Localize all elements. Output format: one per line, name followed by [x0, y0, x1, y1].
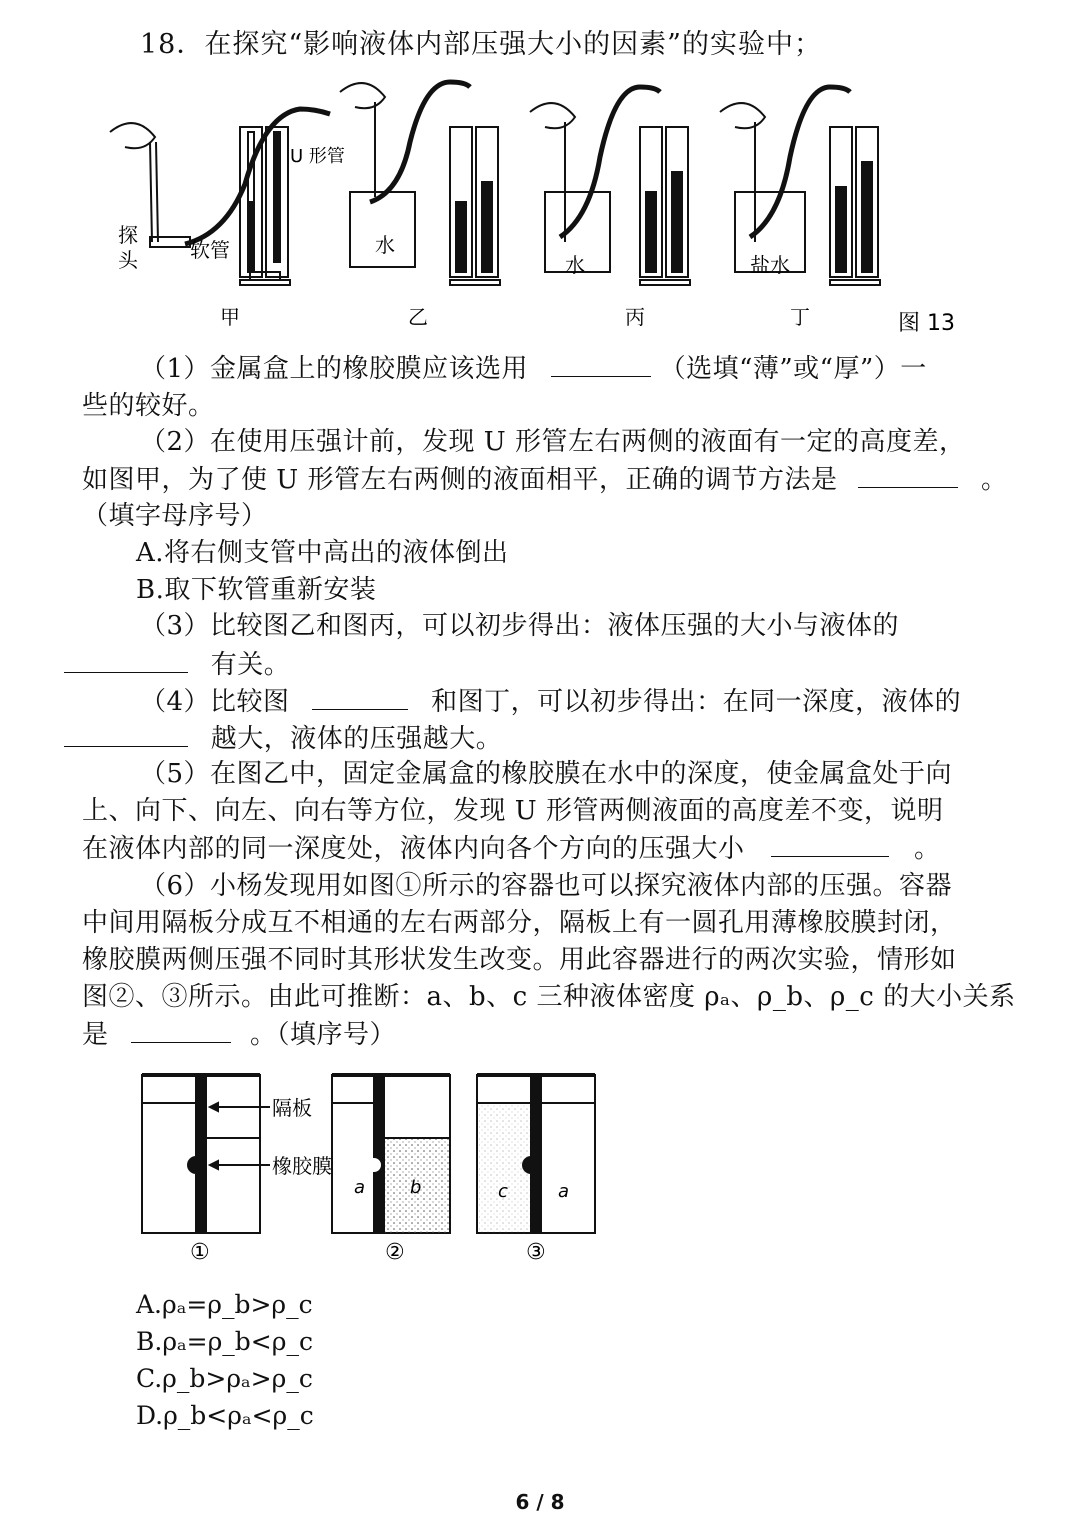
- liquid-a-label-1: a: [354, 1177, 366, 1198]
- part-6-text-f: 。（填序号）: [250, 1020, 397, 1050]
- fig-label-bing: 丙: [625, 305, 645, 329]
- part-1-line-2: 些的较好。: [82, 391, 215, 421]
- container-1: [142, 1075, 270, 1233]
- part-4-line-1: [140, 683, 961, 720]
- part-4-text-a: （4）比较图: [140, 687, 290, 717]
- apparatus-ding: [720, 87, 880, 285]
- figure-number-2: ②: [385, 1240, 405, 1265]
- container-2: [332, 1075, 450, 1233]
- part-6-line-1: （6）小杨发现用如图①所示的容器也可以探究液体内部的压强。容器: [140, 871, 953, 901]
- part-2-option-b: B.取下软管重新安装: [136, 575, 377, 605]
- part-5-line-2: 上、向下、向左、向右等方位，发现 U 形管两侧液面的高度差不变，说明: [82, 796, 944, 826]
- hose-label: 软管: [190, 238, 230, 262]
- water-label-bing: 水: [565, 253, 585, 277]
- choice-d: D.ρ_b<ρₐ<ρ_c: [136, 1401, 314, 1430]
- part-4-line-2: [64, 720, 502, 757]
- container-3: [477, 1075, 595, 1233]
- part-6-text-e: 是: [82, 1020, 109, 1050]
- answer-blank-6[interactable]: [131, 1016, 231, 1043]
- part-6-line-3: 橡胶膜两侧压强不同时其形状发生改变。用此容器进行的两次实验，情形如: [82, 945, 957, 975]
- part-2-line-1: （2）在使用压强计前，发现 U 形管左右两侧的液面有一定的高度差，: [140, 427, 966, 457]
- answer-blank-3[interactable]: [64, 646, 188, 673]
- fig-label-ding: 丁: [790, 305, 810, 329]
- fig-label-jia: 甲: [220, 305, 240, 329]
- membrane-label: 橡胶膜: [272, 1154, 332, 1178]
- container-figures: [130, 1065, 610, 1265]
- question-title: 18．在探究“影响液体内部压强大小的因素”的实验中；: [140, 29, 822, 60]
- partition-label: 隔板: [272, 1096, 312, 1120]
- figure-number-3: ③: [526, 1240, 546, 1265]
- part-6-line-2: 中间用隔板分成互不相通的左右两部分，隔板上有一圆孔用薄橡胶膜封闭，: [82, 908, 957, 938]
- part-2-period: 。: [980, 465, 1008, 495]
- answer-blank-1[interactable]: [551, 350, 651, 377]
- part-2-line-3: （填字母序号）: [82, 501, 268, 531]
- answer-blank-2[interactable]: [858, 461, 958, 488]
- figure-13-caption: 图 13: [898, 311, 955, 336]
- salt-water-label: 盐水: [750, 253, 790, 277]
- part-2-line-2: [82, 461, 1008, 498]
- part-3-line-2: [64, 646, 290, 683]
- page-number: 6 / 8: [515, 1490, 565, 1514]
- probe-label-2: 头: [118, 248, 138, 272]
- part-5-line-3: [82, 830, 941, 867]
- choice-a: A.ρₐ=ρ_b>ρ_c: [136, 1290, 313, 1319]
- part-6-line-5: [82, 1016, 396, 1053]
- fig-label-yi: 乙: [408, 305, 428, 329]
- probe-label-1: 探: [118, 223, 138, 247]
- part-6-line-4: 图②、③所示。由此可推断：a、b、c 三种液体密度 ρₐ、ρ_b、ρ_c 的大小关系: [82, 982, 1016, 1012]
- answer-blank-4b[interactable]: [64, 720, 188, 747]
- part-3-text-b: 有关。: [210, 650, 291, 680]
- part-5-text-c: 在液体内部的同一深度处，液体内向各个方向的压强大小: [82, 834, 745, 864]
- liquid-c-label: c: [498, 1181, 508, 1202]
- choice-b: B.ρₐ=ρ_b<ρ_c: [136, 1327, 313, 1356]
- part-4-text-c: 越大，液体的压强越大。: [210, 724, 503, 754]
- apparatus-bing: [530, 87, 690, 285]
- part-1-text-a: （1）金属盒上的橡胶膜应该选用: [140, 354, 529, 384]
- part-1-line-1: [140, 350, 927, 387]
- part-1-text-b: （选填“薄”或“厚”）一: [659, 354, 927, 384]
- water-label-yi: 水: [375, 233, 395, 257]
- part-2-option-a: A.将右侧支管中高出的液体倒出: [136, 538, 509, 568]
- answer-blank-5[interactable]: [771, 830, 889, 857]
- figure-number-1: ①: [190, 1240, 210, 1265]
- choice-c: C.ρ_b>ρₐ>ρ_c: [136, 1364, 313, 1393]
- part-4-text-b: 和图丁，可以初步得出：在同一深度，液体的: [431, 687, 962, 717]
- part-5-line-1: （5）在图乙中，固定金属盒的橡胶膜在水中的深度，使金属盒处于向: [140, 759, 953, 789]
- part-2-text-b: 如图甲，为了使 U 形管左右两侧的液面相平，正确的调节方法是: [82, 465, 838, 495]
- figure-13: [90, 72, 970, 342]
- part-5-period: 。: [914, 834, 941, 864]
- part-3-line-1: （3）比较图乙和图丙，可以初步得出：液体压强的大小与液体的: [140, 611, 900, 641]
- answer-blank-4a[interactable]: [312, 683, 408, 710]
- liquid-a-label-2: a: [558, 1181, 570, 1202]
- liquid-b-label: b: [410, 1177, 422, 1198]
- u-tube-label: U 形管: [290, 146, 345, 167]
- apparatus-yi: [340, 82, 500, 285]
